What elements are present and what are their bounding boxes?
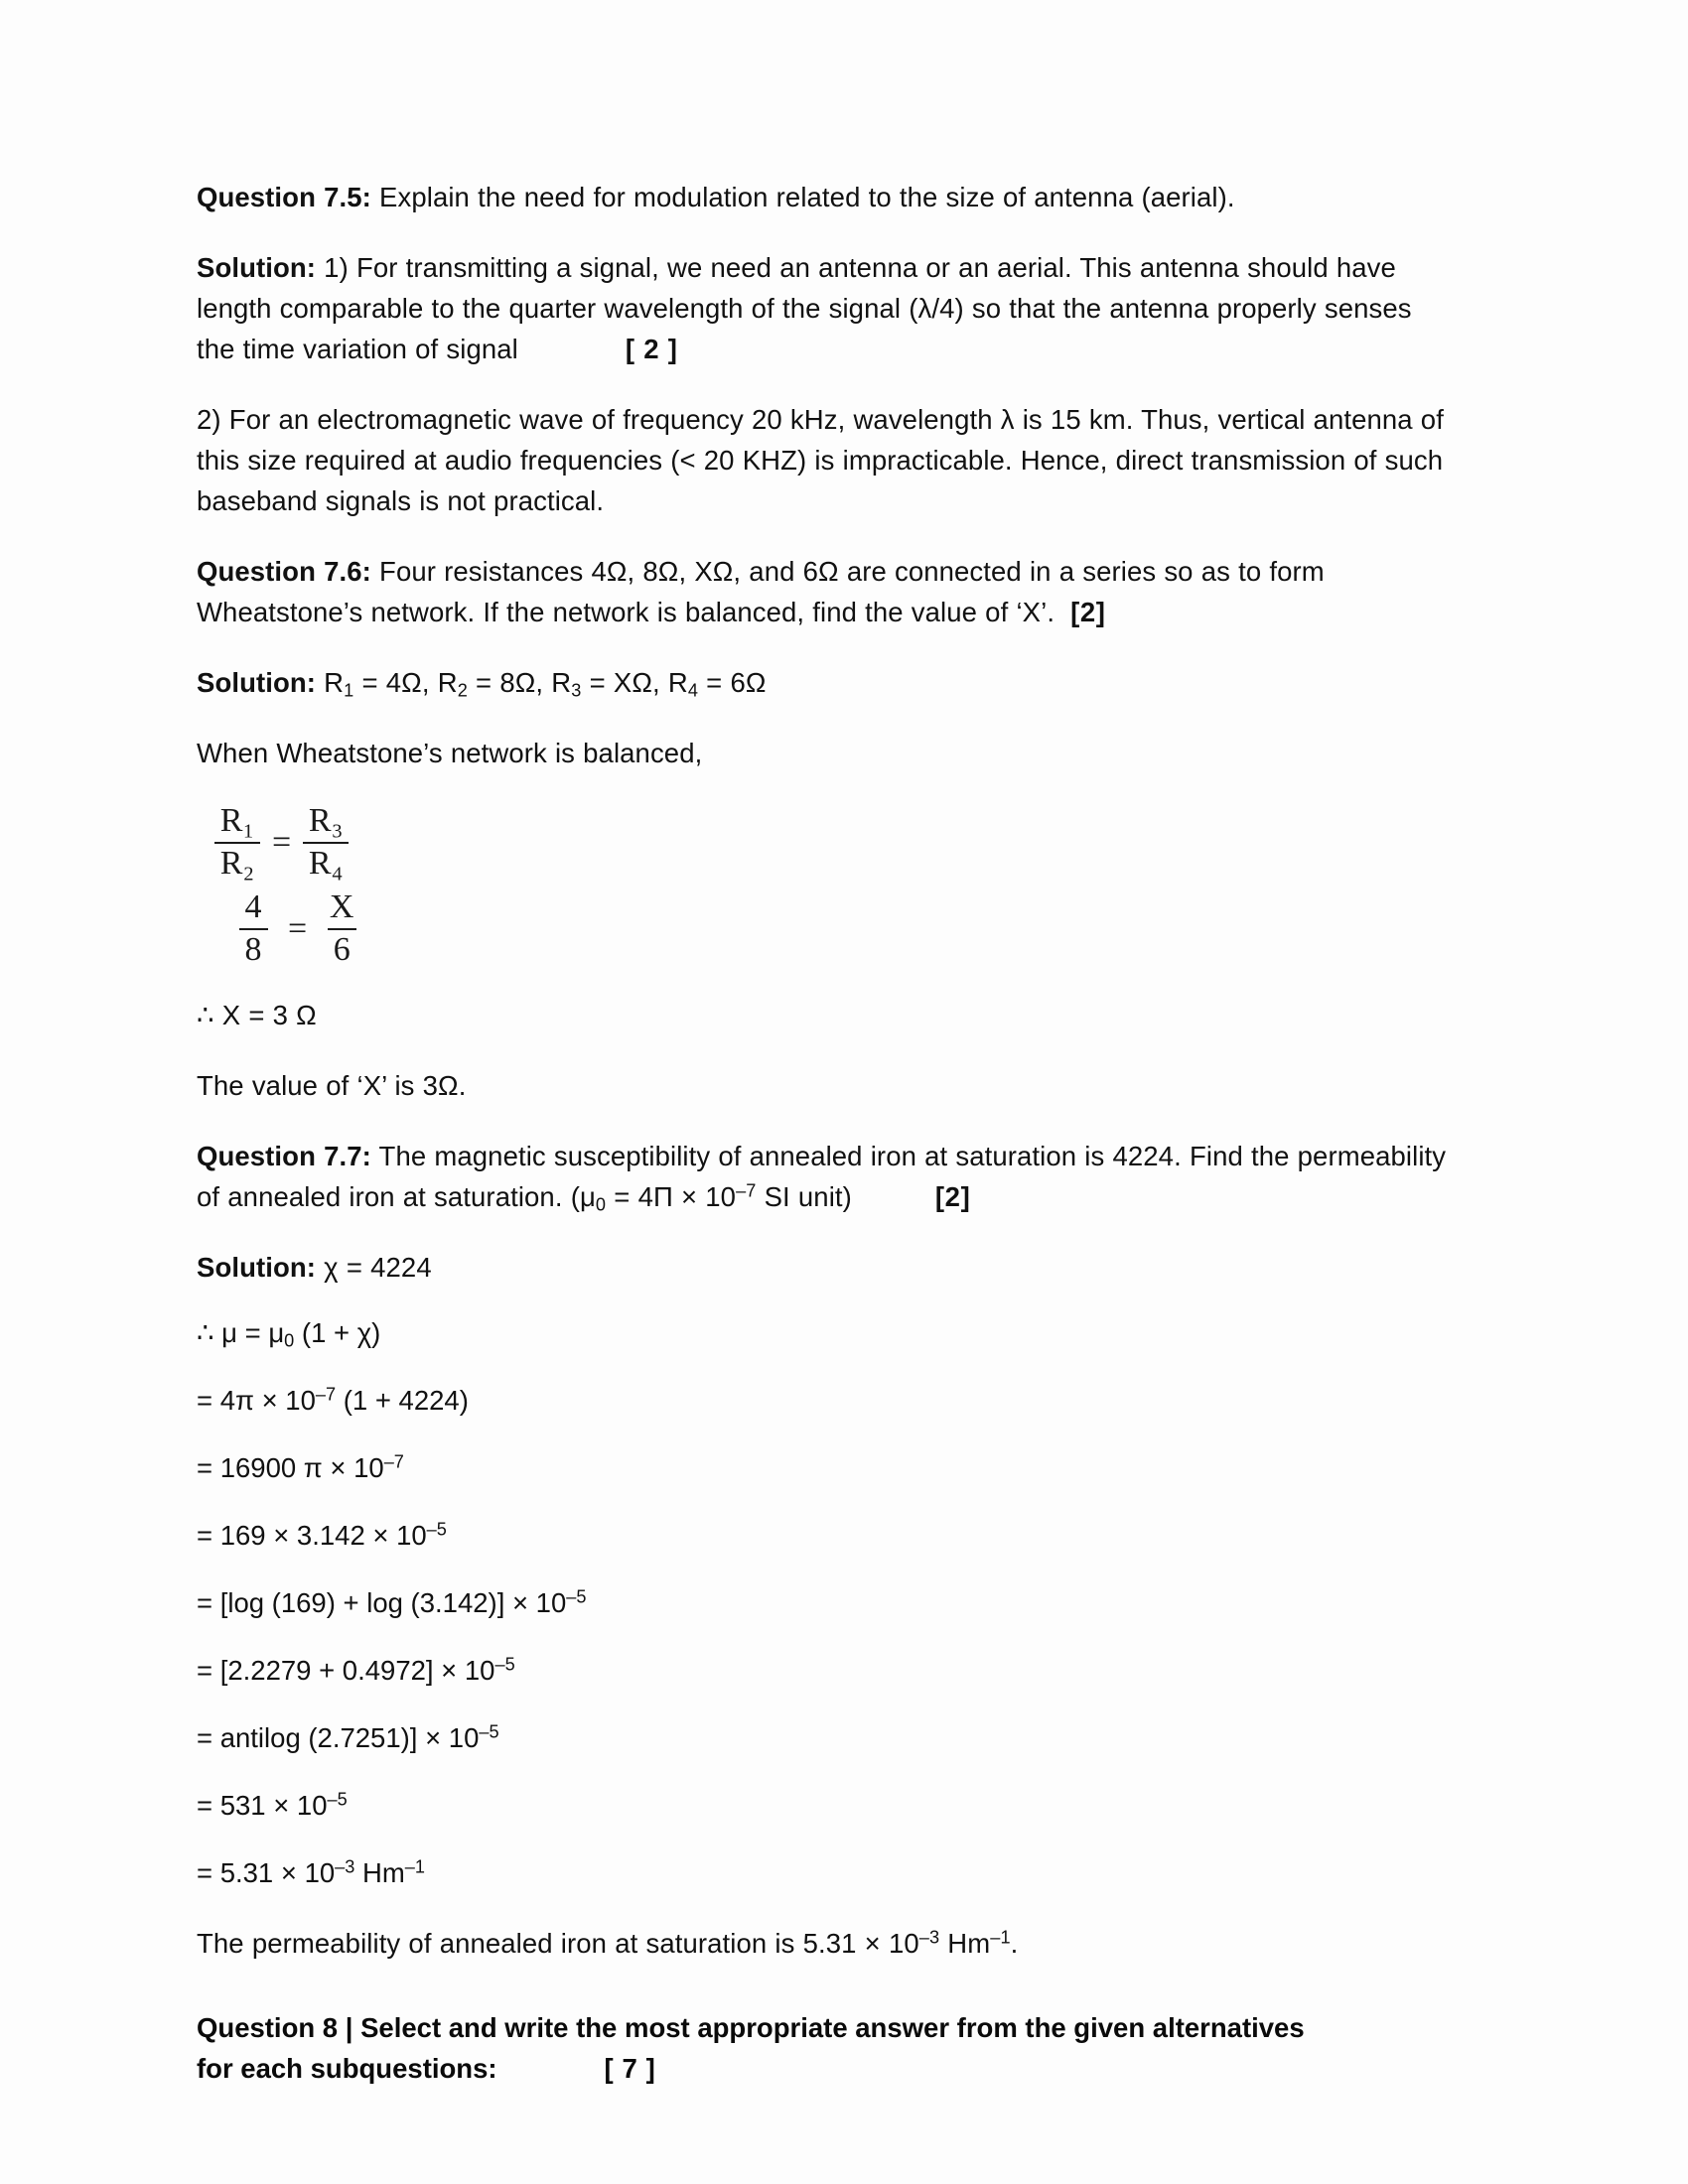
question-8-line1: Question 8 | Select and write the most appropriate answer from the given alternatives — [197, 2011, 1305, 2043]
conclusion-prefix: The permeability of annealed iron at saturation is 5.31 × 10 — [197, 1927, 919, 1959]
step-prefix: = antilog (2.7251)] × 10 — [197, 1721, 480, 1753]
question-7-7-text-part3: SI unit) — [756, 1180, 852, 1212]
marks-7-5: [ 2 ] — [625, 334, 678, 364]
marks-7-6: [2] — [1070, 597, 1106, 627]
step-exponent: –3 — [335, 1856, 355, 1877]
fraction-r1-r2 — [207, 803, 268, 882]
conclusion-period: . — [1010, 1927, 1019, 1959]
conclusion-7-6: The value of ‘X’ is 3Ω. — [197, 1069, 467, 1101]
equals-sign: = — [288, 910, 308, 948]
step-prefix: = [log (169) + log (3.142)] × 10 — [197, 1586, 567, 1618]
conclusion-7-7 — [197, 1923, 1450, 1964]
equation-values — [222, 889, 1450, 968]
question-8-line2-row — [197, 2048, 1450, 2089]
question-7-5-label: Question 7.5: — [197, 182, 371, 212]
conclusion-unit-exponent: –1 — [990, 1927, 1011, 1948]
solution-7-5-label: Solution: — [197, 252, 317, 283]
step-prefix: = 5.31 × 10 — [197, 1856, 336, 1888]
question-8-line2: for each subquestions: — [197, 2052, 497, 2084]
equation-ratio — [207, 803, 1450, 882]
solution-7-5-part2: 2) For an electromagnetic wave of frequency 20 kHz, wavelength λ is 15 km. Thus, vertical antenna of this size required at audio frequencies (< 20 KHZ) is impracticable. Hence, direct transmission of such baseband signals is not practical. — [197, 404, 1444, 516]
step-exponent: –5 — [327, 1789, 348, 1810]
conclusion-exponent: –3 — [918, 1927, 940, 1948]
fraction-numerator: R₃ — [308, 802, 344, 839]
marks-8: [ 7 ] — [604, 2052, 656, 2084]
step-exponent: –5 — [479, 1721, 499, 1742]
calc-step — [197, 1518, 1450, 1554]
solution-7-6-given — [197, 662, 1450, 703]
step-subscript: 0 — [284, 1330, 295, 1351]
given-r3-value: = XΩ, R — [581, 667, 688, 698]
given-r4-subscript: 4 — [687, 680, 699, 701]
calc-step — [197, 1450, 1450, 1486]
balanced-statement: When Wheatstone’s network is balanced, — [197, 738, 703, 768]
step-unit: Hm — [354, 1856, 405, 1888]
step-prefix: = 169 × 3.142 × 10 — [197, 1519, 427, 1551]
step-unit-exponent: –1 — [404, 1856, 425, 1877]
step-prefix: = 531 × 10 — [197, 1789, 328, 1821]
fraction-numerator: R₁ — [219, 802, 255, 839]
question-8-heading — [197, 2007, 1450, 2089]
solution-7-7-given — [197, 1247, 1450, 1288]
question-7-7-text-part1: The magnetic susceptibility of annealed iron at saturation is 4224. Find the permeability of annealed iron at saturation. (μ — [197, 1140, 1447, 1212]
step-exponent: –5 — [566, 1586, 587, 1607]
fraction-numerator: 4 — [244, 888, 262, 926]
question-7-5-text: Explain the need for modulation related to the size of antenna (aerial). — [370, 182, 1235, 212]
question-7-7-label: Question 7.7: — [197, 1140, 371, 1171]
solution-7-6-label: Solution: — [197, 667, 317, 698]
fraction-denominator: 8 — [239, 928, 268, 969]
step-suffix: (1 + 4224) — [336, 1384, 469, 1416]
question-7-7-text-part2: = 4П × 10 — [606, 1180, 737, 1212]
step-exponent: –5 — [426, 1519, 447, 1540]
fraction-4-8 — [222, 889, 284, 968]
result-7-6: ∴ X = 3 Ω — [197, 999, 317, 1030]
fraction-numerator: X — [329, 888, 354, 926]
fraction-x-6 — [311, 889, 372, 968]
step-suffix: (1 + χ) — [294, 1316, 381, 1348]
question-7-6 — [197, 551, 1450, 632]
fraction-denominator: R₂ — [214, 842, 261, 883]
given-r2-subscript: 2 — [457, 680, 468, 701]
equals-sign: = — [272, 823, 292, 861]
step-prefix: = 4π × 10 — [197, 1384, 316, 1416]
step-exponent: –5 — [494, 1654, 515, 1675]
calc-step — [197, 1383, 1450, 1419]
step-prefix: = [2.2279 + 0.4972] × 10 — [197, 1654, 495, 1686]
calc-step — [197, 1315, 1450, 1351]
step-exponent: –7 — [315, 1384, 337, 1405]
question-7-7 — [197, 1136, 1450, 1217]
question-7-6-label: Question 7.6: — [197, 556, 371, 587]
calc-step — [197, 1788, 1450, 1824]
wheatstone-equations — [207, 803, 1450, 969]
given-r1-subscript: 1 — [344, 680, 354, 701]
chi-value: χ = 4224 — [316, 1251, 432, 1283]
step-prefix: = 16900 π × 10 — [197, 1451, 384, 1483]
step-exponent: –7 — [383, 1451, 404, 1472]
calculation-steps — [197, 1315, 1450, 1891]
solution-7-5-part1 — [197, 247, 1450, 369]
fraction-denominator: R₄ — [303, 842, 350, 883]
solution-7-7-label: Solution: — [197, 1251, 317, 1283]
fraction-r3-r4 — [295, 803, 356, 882]
given-r3-subscript: 3 — [571, 680, 582, 701]
calc-step — [197, 1855, 1450, 1891]
step-prefix: ∴ μ = μ — [197, 1316, 285, 1348]
conclusion-unit: Hm — [939, 1927, 991, 1959]
question-7-5 — [197, 177, 1450, 217]
marks-7-7: [2] — [934, 1180, 971, 1212]
given-r4-value: = 6Ω — [698, 667, 767, 698]
calc-step — [197, 1653, 1450, 1689]
calc-step — [197, 1720, 1450, 1756]
given-r1-value: = 4Ω, R — [353, 667, 458, 698]
solution-7-5-text: 1) For transmitting a signal, we need an antenna or an aerial. This antenna should have length comparable to the quarter wavelength of the signal (λ/4) so that the antenna properly senses the time variation of signal — [197, 252, 1412, 364]
given-r2-value: = 8Ω, R — [467, 667, 572, 698]
mu-zero-subscript: 0 — [595, 1194, 607, 1215]
document-content — [197, 177, 1450, 2089]
exponent-minus-7: –7 — [736, 1180, 757, 1201]
fraction-denominator: 6 — [328, 928, 356, 969]
question-7-6-text: Four resistances 4Ω, 8Ω, XΩ, and 6Ω are connected in a series so as to form Wheatstone’s network. If the network is balanced, find the value of ‘X’. — [197, 556, 1325, 627]
given-r1-prefix: R — [316, 667, 345, 698]
calc-step — [197, 1585, 1450, 1621]
